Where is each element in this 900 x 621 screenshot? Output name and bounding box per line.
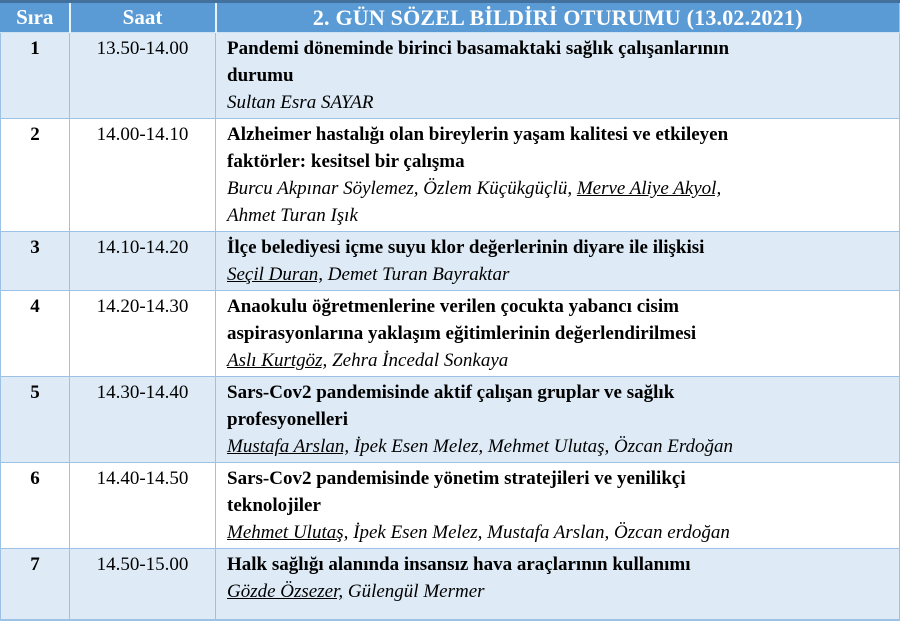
table-row: [1, 549, 900, 621]
presentation-title-line: teknolojiler: [227, 495, 321, 516]
row-number-cell: 5: [1, 377, 70, 463]
underlined-author-name: Seçil Duran,: [227, 264, 324, 285]
row-number-cell: 4: [1, 291, 70, 377]
row-time-cell: 14.00-14.10: [70, 119, 216, 232]
table-row: [1, 232, 900, 291]
row-time-cell: 14.10-14.20: [70, 232, 216, 291]
table-header-row: [1, 2, 900, 33]
presentation-title-line: Pandemi döneminde birinci basamaktaki sağlık çalışanlarının: [227, 38, 730, 59]
table-row: [1, 33, 900, 119]
table-header: [1, 2, 900, 33]
row-content-cell: [216, 377, 900, 463]
row-time-cell: 13.50-14.00: [70, 33, 216, 119]
row-time-cell: 14.30-14.40: [70, 377, 216, 463]
underlined-author-name: Gözde Özsezer,: [227, 581, 344, 602]
presentation-title-line: faktörler: kesitsel bir çalışma: [227, 151, 465, 172]
presentation-title-line: Anaokulu öğretmenlerine verilen çocukta yabancı cisim: [227, 296, 679, 317]
row-content-cell: [216, 33, 900, 119]
presentation-authors-line: [227, 578, 889, 605]
author-names-text: Gülengül Mermer: [343, 581, 485, 602]
row-content-cell: [216, 232, 900, 291]
session-title-header: 2. GÜN SÖZEL BİLDİRİ OTURUMU (13.02.2021): [216, 2, 900, 33]
row-number-cell: 1: [1, 33, 70, 119]
presentation-title-line: Alzheimer hastalığı olan bireylerin yaşam kalitesi ve etkileyen: [227, 124, 729, 145]
presentation-authors-line: [227, 519, 889, 546]
table-row: [1, 463, 900, 549]
column-header-saat: Saat: [70, 2, 216, 33]
underlined-author-name: Aslı Kurtgöz,: [227, 350, 328, 371]
presentation-title-line: Halk sağlığı alanında insansız hava araçlarının kullanımı: [227, 554, 691, 575]
underlined-author-name: Mehmet Ulutaş,: [227, 522, 349, 543]
author-names-text: Zehra İncedal Sonkaya: [327, 350, 509, 371]
row-time-cell: 14.20-14.30: [70, 291, 216, 377]
row-time-cell: 14.50-15.00: [70, 549, 216, 621]
table-row: [1, 119, 900, 232]
author-names-text: İpek Esen Melez, Mustafa Arslan, Özcan erdoğan: [348, 522, 730, 543]
author-names-text: İpek Esen Melez, Mehmet Ulutaş, Özcan Erdoğan: [349, 436, 734, 457]
presentation-title-line: Sars-Cov2 pandemisinde aktif çalışan gruplar ve sağlık: [227, 382, 675, 403]
author-names-text: Burcu Akpınar Söylemez, Özlem Küçükgüçlü,: [227, 178, 577, 199]
table-row: [1, 377, 900, 463]
presentation-authors-line: [227, 202, 889, 229]
row-time-cell: 14.40-14.50: [70, 463, 216, 549]
presentation-authors-line: [227, 89, 889, 116]
presentation-title-line: profesyonelleri: [227, 409, 349, 430]
table-body: [1, 33, 900, 621]
row-number-cell: 2: [1, 119, 70, 232]
presentation-title-line: Sars-Cov2 pandemisinde yönetim stratejileri ve yenilikçi: [227, 468, 686, 489]
presentation-authors-line: [227, 433, 889, 460]
row-number-cell: 3: [1, 232, 70, 291]
row-content-cell: [216, 549, 900, 621]
presentation-title-line: İlçe belediyesi içme suyu klor değerlerinin diyare ile ilişkisi: [227, 237, 705, 258]
row-content-cell: [216, 463, 900, 549]
underlined-author-name: Mustafa Arslan,: [227, 436, 350, 457]
underlined-author-name: Merve Aliye Akyol,: [576, 178, 722, 199]
author-names-text: Sultan Esra SAYAR: [227, 92, 374, 113]
presentation-authors-line: [227, 347, 889, 374]
author-names-text: Demet Turan Bayraktar: [323, 264, 510, 285]
row-content-cell: [216, 119, 900, 232]
row-content-cell: [216, 291, 900, 377]
column-header-sira: Sıra: [1, 2, 70, 33]
row-number-cell: 6: [1, 463, 70, 549]
presentation-title-line: aspirasyonlarına yaklaşım eğitimlerinin değerlendirilmesi: [227, 323, 697, 344]
presentation-title-line: durumu: [227, 65, 294, 86]
presentation-authors-line: [227, 261, 889, 288]
row-number-cell: 7: [1, 549, 70, 621]
author-names-text: Ahmet Turan Işık: [227, 205, 358, 226]
table-row: [1, 291, 900, 377]
presentation-authors-line: [227, 175, 889, 202]
